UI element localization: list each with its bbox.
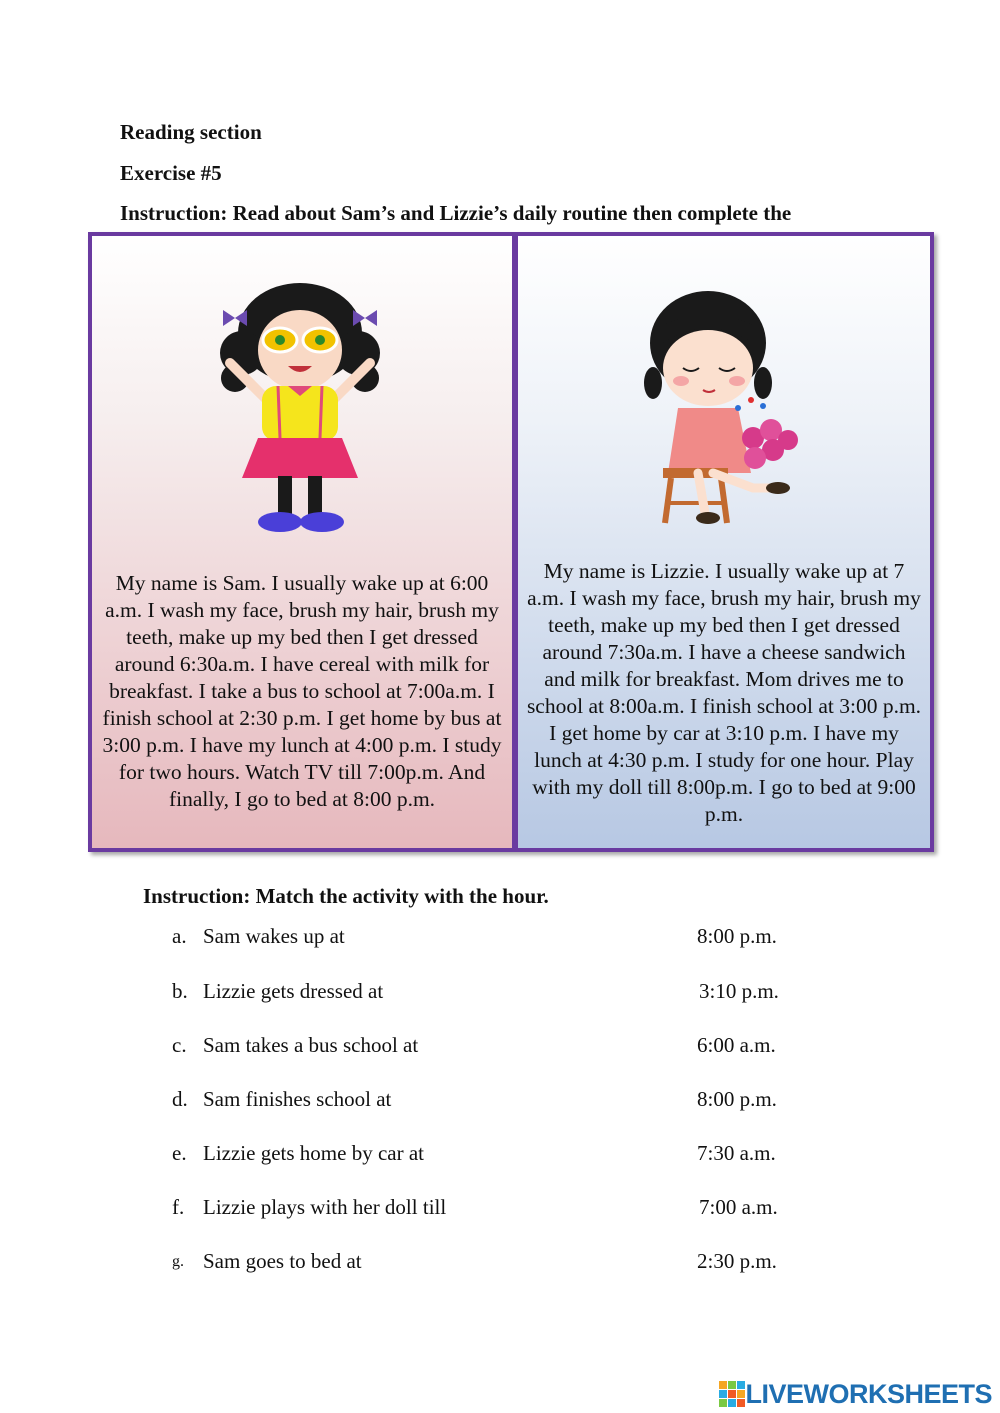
match-item [0, 1141, 1000, 1171]
item-activity[interactable]: Sam finishes school at [203, 1087, 392, 1111]
item-hour[interactable]: 7:30 a.m. [697, 1141, 776, 1165]
item-hour[interactable]: 2:30 p.m. [697, 1249, 777, 1273]
match-item [0, 1249, 1000, 1279]
item-letter: a. [172, 924, 187, 948]
item-activity[interactable]: Lizzie gets home by car at [203, 1141, 424, 1165]
item-letter: e. [172, 1141, 187, 1165]
item-activity[interactable]: Lizzie gets dressed at [203, 979, 384, 1003]
match-item [0, 1195, 1000, 1225]
liveworksheets-logo[interactable] [719, 1379, 992, 1409]
sam-routine-text: My name is Sam. I usually wake up at 6:00 a.m. I wash my face, brush my hair, brush my teeth, make up my bed then I get dressed around 6:30a.m. I have cereal with milk for breakfast. I take a bus to school at 7:00a.m. I finish school at 2:30 p.m. I get home by bus at 3:00 p.m. I have my lunch at 4:00 p.m. I study for two hours. Watch TV till 7:00p.m. And finally, I go to bed at 8:00 p.m. [102, 571, 502, 811]
exercise-title: Exercise #5 [120, 161, 222, 185]
logo-text: LIVEWORKSHEETS [745, 1378, 992, 1409]
item-letter: g. [172, 1253, 184, 1270]
reading-instruction: Instruction: Read about Sam’s and Lizzie’s daily routine then complete the [120, 201, 792, 225]
lizzie-routine-text: My name is Lizzie. I usually wake up at 7 a.m. I wash my face, brush my hair, brush my teeth, make up my bed then I get dressed around 7:30a.m. I have a cheese sandwich and milk for breakfast. Mom drives me to school at 8:00a.m. I finish school at 3:00 p.m. I get home by car at 3:10 p.m. I have my lunch at 4:30 p.m. I study for one hour. Play with my doll till 8:00p.m. I go to bed at 9:00 p.m. [526, 559, 922, 826]
section-title: Reading section [120, 120, 262, 144]
item-hour[interactable]: 3:10 p.m. [699, 979, 779, 1003]
match-item [0, 1033, 1000, 1063]
lizzie-panel [515, 236, 930, 848]
liveworksheets-logo-icon [719, 1381, 745, 1407]
item-letter: d. [172, 1087, 188, 1111]
item-activity[interactable]: Sam takes a bus school at [203, 1033, 419, 1057]
item-letter: b. [172, 979, 188, 1003]
match-item [0, 924, 1000, 954]
item-activity[interactable]: Lizzie plays with her doll till [203, 1195, 447, 1219]
item-activity[interactable]: Sam wakes up at [203, 924, 345, 948]
item-hour[interactable]: 8:00 p.m. [697, 924, 777, 948]
reading-panels [88, 232, 934, 852]
item-letter: c. [172, 1033, 187, 1057]
match-instruction: Instruction: Match the activity with the hour. [143, 884, 549, 908]
item-letter: f. [172, 1195, 185, 1219]
item-hour[interactable]: 8:00 p.m. [697, 1087, 777, 1111]
lizzie-illustration [633, 288, 833, 538]
sam-panel [92, 236, 515, 848]
match-item [0, 979, 1000, 1009]
match-item [0, 1087, 1000, 1117]
sam-illustration [200, 278, 400, 543]
item-hour[interactable]: 6:00 a.m. [697, 1033, 776, 1057]
item-hour[interactable]: 7:00 a.m. [699, 1195, 778, 1219]
item-activity[interactable]: Sam goes to bed at [203, 1249, 362, 1273]
